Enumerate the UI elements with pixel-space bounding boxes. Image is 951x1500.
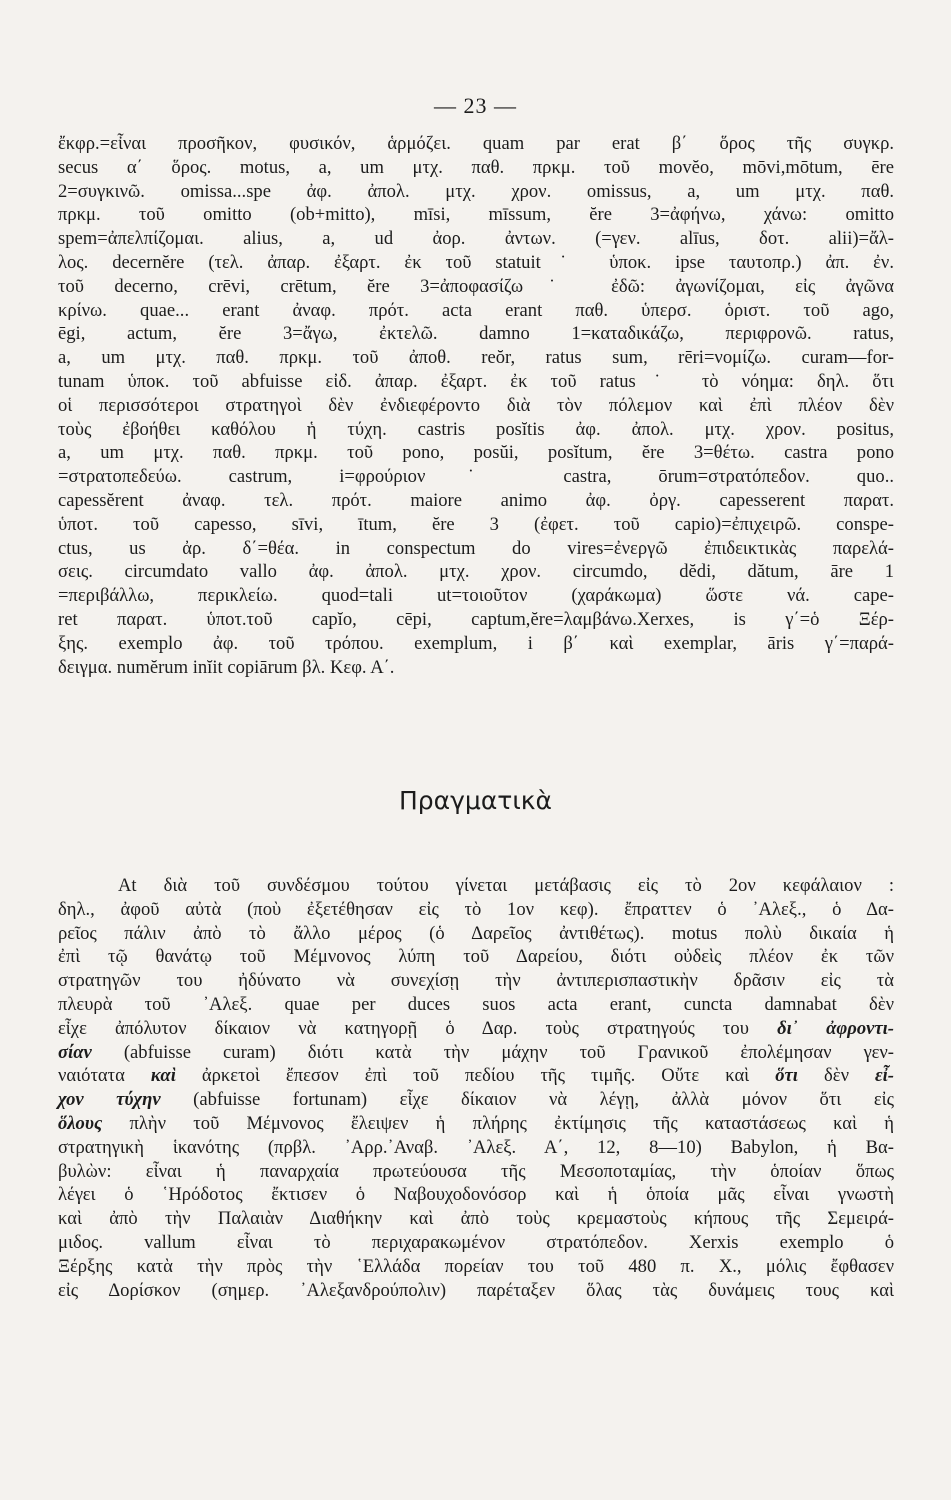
text-segment: At διὰ τοῦ συνδέσμου τούτου γίνεται μετάβασις εἰς τὸ 2ον κεφάλαιον : [118, 875, 894, 896]
body-paragraph [58, 874, 894, 1302]
text-segment: σεις. circumdato vallo ἀφ. ἀπολ. μτχ. χρον. circumdo, dĕdi, dătum, āre 1 [58, 561, 894, 583]
text-line [58, 394, 894, 418]
text-segment: στρατηγικὴ ἱκανότης (πρβλ. ᾿Αρρ.᾿Αναβ. ᾿Αλεξ. Α΄, 12, 8—10) Babylon, ἡ Βα- [58, 1136, 894, 1158]
emphasized-text: εἶ- [875, 1065, 894, 1087]
text-segment: =περιβάλλω, περικλείω. quod=tali ut=τοιοῦτον (χαράκωμα) ὥστε νά. cape- [58, 585, 894, 607]
text-segment: =στρατοπεδεύω. castrum, i=φρούριον˙ castra, ōrum=στρατόπεδον. quo.. [58, 466, 894, 488]
text-line [58, 608, 894, 632]
text-segment: 2=συγκινῶ. omissa...spe ἀφ. ἀπολ. μτχ. χρον. omissus, a, um μτχ. παθ. [58, 180, 894, 202]
text-line [58, 180, 894, 204]
text-line [58, 489, 894, 513]
text-line [58, 299, 894, 323]
text-line [58, 898, 894, 922]
text-segment: ret παρατ. ὑποτ.τοῦ capĭo, cēpi, captum,ĕre=λαμβάνω.Xerxes, is γ΄=ὁ Ξέρ- [58, 608, 894, 630]
text-line [58, 584, 894, 608]
text-segment: πρκμ. τοῦ omitto (ob+mitto), mīsi, mīssum, ĕre 3=ἀφήνω, χάνω: omitto [58, 204, 894, 226]
text-segment: ἔκφρ.=εἶναι προσῆκον, φυσικόν, ἁρμόζει. quam par erat β΄ ὅρος τῆς συγκρ. [58, 133, 894, 154]
text-segment: ēgi, actum, ĕre 3=ἄγω, ἐκτελῶ. damno 1=καταδικάζω, περιφρονῶ. ratus, [58, 323, 894, 345]
text-line [58, 370, 894, 394]
text-line [58, 537, 894, 561]
text-segment: τοῦ decerno, crēvi, crētum, ĕre 3=ἀποφασίζω˙ ἐδῶ: ἀγωνίζομαι, εἰς ἀγῶνα [58, 275, 894, 297]
text-line [58, 251, 894, 275]
text-line [58, 441, 894, 465]
text-line [58, 560, 894, 584]
text-segment: ξης. exemplo ἀφ. τοῦ τρόπου. exemplum, i β΄ καὶ exemplar, āris γ΄=παρά- [58, 632, 894, 654]
page-number: — 23 — [434, 93, 517, 118]
text-segment: spem=ἀπελπίζομαι. alius, a, ud ἀορ. ἀντων. (=γεν. alīus, δοτ. alii)=ἄλ- [58, 228, 894, 250]
text-segment: καὶ ἀπὸ τὴν Παλαιὰν Διαθήκην καὶ ἀπὸ τοὺς κρεμαστοὺς κήπους τῆς Σεμειρά- [58, 1208, 894, 1230]
text-segment: (abfuisse fortunam) εἶχε δίκαιον νὰ λέγῃ, ἀλλὰ μόνον ὅτι εἰς [160, 1089, 894, 1111]
text-line [58, 322, 894, 346]
text-segment: ctus, us ἀρ. δ΄=θέα. in conspectum do vires=ἐνεργῶ ἐπιδεικτικὰς παρελά- [58, 537, 894, 559]
text-segment: λέγει ὁ ῾Ηρόδοτος ἔκτισεν ὁ Ναβουχοδονόσορ καὶ ἡ ὁποία μᾶς εἶναι γνωστὴ [58, 1184, 894, 1206]
text-segment: εἰς Δορίσκον (σημερ. ᾿Αλεξανδρούπολιν) παρέταξεν ὅλας τὰς δυνάμεις τους καὶ [58, 1279, 894, 1301]
text-segment: ἐπὶ τῷ θανάτῳ τοῦ Μέμνονος λύπη τοῦ Δαρείου, διότι οὐδεὶς πλέον ἐκ τῶν [58, 946, 894, 968]
text-line [58, 418, 894, 442]
text-segment: πλὴν τοῦ Μέμνονος ἔλειψεν ἡ πλήρης ἐκτίμησις τῆς καταστάσεως καὶ ἡ [102, 1112, 894, 1134]
text-segment: δειγμα. numĕrum inĭit copiārum βλ. Κεφ. Α΄. [58, 656, 395, 678]
text-line [58, 513, 894, 537]
text-line [58, 1064, 894, 1088]
emphasized-text: καὶ [150, 1065, 176, 1087]
text-segment: ὑποτ. τοῦ capesso, sīvi, ītum, ĕre 3 (ἐφετ. τοῦ capio)=ἐπιχειρῶ. conspe- [58, 513, 894, 535]
emphasized-text: χον τύχην [58, 1089, 161, 1111]
text-segment: δηλ., ἀφοῦ αὐτὰ (ποὺ ἐξετέθησαν εἰς τὸ 1ον κεφ). ἔπραττεν ὁ ᾿Αλεξ., ὁ Δα- [58, 898, 894, 920]
text-segment: secus α΄ ὅρος. motus, a, um μτχ. παθ. πρκμ. τοῦ movĕo, mōvi,mōtum, ēre [58, 156, 894, 178]
text-line [58, 156, 894, 180]
text-line [58, 465, 894, 489]
text-line [58, 1017, 894, 1041]
text-line [58, 993, 894, 1017]
text-segment: εἶχε ἀπόλυτον δίκαιον νὰ κατηγορῇ ὁ Δαρ. τοὺς στρατηγούς του [58, 1017, 778, 1039]
text-line [58, 132, 894, 156]
text-line [58, 945, 894, 969]
emphasized-text: ὅτι [775, 1065, 798, 1087]
text-line [58, 275, 894, 299]
text-line [58, 922, 894, 946]
text-segment: ρεῖος πάλιν ἀπὸ τὸ ἄλλο μέρος (ὁ Δαρεῖος ἀντιθέτως). motus πολὺ δικαία ἡ [58, 922, 894, 944]
text-line [58, 227, 894, 251]
text-line [58, 1255, 894, 1279]
text-line [58, 1207, 894, 1231]
notes-paragraph [58, 132, 894, 679]
text-line [58, 656, 894, 680]
text-segment: πλευρὰ τοῦ ᾿Αλεξ. quae per duces suos acta erant, cuncta damnabat δὲν [58, 993, 894, 1015]
text-segment: Ξέρξης κατὰ τὴν πρὸς τὴν ῾Ελλάδα πορείαν του τοῦ 480 π. Χ., μόλις ἔφθασεν [58, 1255, 894, 1277]
text-segment: στρατηγῶν του ἠδύνατο νὰ συνεχίσῃ τὴν ἀντιπερισπαστικὴν δρᾶσιν εἰς τὰ [58, 970, 894, 992]
text-segment: (abfuisse curam) διότι κατὰ τὴν μάχην τοῦ Γρανικοῦ ἐπολέμησαν γεν- [91, 1041, 894, 1063]
text-line [58, 632, 894, 656]
text-segment: τοὺς ἐβοήθει καθόλου ἡ τύχη. castris posĭtis ἀφ. ἀπολ. μτχ. χρον. positus, [58, 418, 894, 440]
text-line [58, 1231, 894, 1255]
text-line [58, 1112, 894, 1136]
text-line [58, 1183, 894, 1207]
text-segment: δὲν [797, 1065, 876, 1087]
text-segment: a, um μτχ. παθ. πρκμ. τοῦ pono, posŭi, posĭtum, ĕre 3=θέτω. castra pono [58, 442, 894, 464]
text-line [58, 1279, 894, 1303]
text-segment: tunam ὑποκ. τοῦ abfuisse εἰδ. ἀπαρ. ἐξαρτ. ἐκ τοῦ ratus˙ τὸ νόημα: δηλ. ὅτι [58, 370, 894, 392]
section-heading: Πραγματικὰ [398, 786, 553, 815]
text-line [58, 1041, 894, 1065]
text-line [58, 203, 894, 227]
text-line [58, 1088, 894, 1112]
emphasized-text: δι᾿ ἀφροντι- [777, 1017, 894, 1039]
text-line [58, 346, 894, 370]
emphasized-text: ὅλους [58, 1112, 103, 1134]
text-line [58, 1136, 894, 1160]
text-segment: κρίνω. quae... erant ἀναφ. πρότ. acta erant παθ. ὑπερσ. ὁριστ. τοῦ ago, [58, 299, 894, 321]
text-segment: capessĕrent ἀναφ. τελ. πρότ. maiore animo ἀφ. ὀργ. capesserent παρατ. [58, 489, 894, 511]
emphasized-text: σίαν [58, 1041, 92, 1063]
text-segment: ἀρκετοὶ ἔπεσον ἐπὶ τοῦ πεδίου τῆς τιμῆς. Οὔτε καὶ [175, 1065, 776, 1087]
text-segment: a, um μτχ. παθ. πρκμ. τοῦ ἀποθ. reŏr, ratus sum, rēri=νομίζω. curam—for- [58, 347, 894, 369]
text-segment: ναιότατα [58, 1065, 151, 1087]
text-segment: μιδος. vallum εἶναι τὸ περιχαρακωμένον στρατόπεδον. Xerxis exemplo ὁ [58, 1231, 894, 1253]
text-segment: βυλὼν: εἶναι ἡ παναρχαία πρωτεύουσα τῆς Μεσοποταμίας, τὴν ὁποίαν ὅπως [58, 1160, 894, 1182]
text-segment: λος. decernĕre (τελ. ἀπαρ. ἐξαρτ. ἐκ τοῦ statuit˙ ὑποκ. ipse ταυτοπρ.) ἀπ. ἐν. [58, 251, 894, 273]
text-line [58, 874, 894, 898]
text-line [58, 1160, 894, 1184]
text-segment: οἱ περισσότεροι στρατηγοὶ δὲν ἐνδιεφέροντο διὰ τὸν πόλεμον καὶ ἐπὶ πλέον δὲν [58, 394, 894, 416]
text-line [58, 969, 894, 993]
